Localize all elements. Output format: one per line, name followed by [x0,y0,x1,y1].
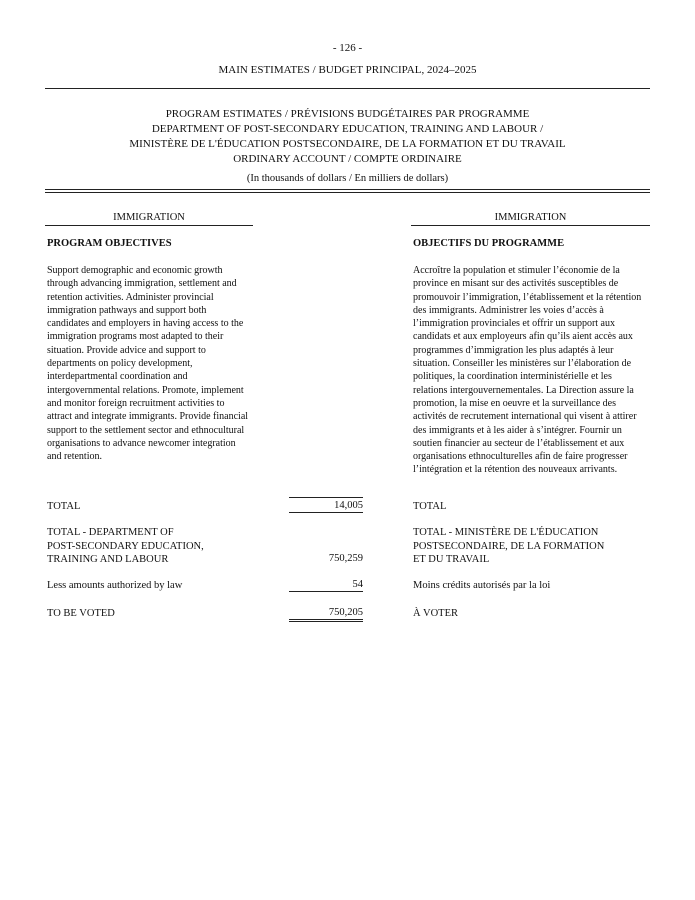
english-objectives-heading: PROGRAM OBJECTIVES [47,238,172,249]
program-total-value: 14,005 [289,497,363,513]
text-line: des immigrants. Administrer les voies d’accès à [413,304,604,316]
text-line: activités de recrutement international qui visent à attirer [413,411,637,423]
french-less-label: Moins crédits autorisés par la loi [413,580,551,591]
text-line: politiques, la coordination interministérielle et les [413,371,612,383]
header-line-3: MINISTÈRE DE L'ÉDUCATION POSTSECONDAIRE, DE LA FORMATION ET DU TRAVAIL [129,138,566,150]
text-line: Accroître la population et stimuler l’économie de la [413,265,620,276]
french-section-title: IMMIGRATION [411,212,650,226]
label-line: POSTSECONDAIRE, DE LA FORMATION [413,540,605,552]
text-line: and monitor foreign recruitment activities to [47,397,225,409]
text-line: l’immigration provinciales et offrir un support aux [413,318,615,330]
text-line: situation. Provide advice and support to [47,344,206,356]
to-be-voted-value: 750,205 [289,607,363,622]
units-note: (In thousands of dollars / En milliers de dollars) [246,173,449,184]
text-line: immigration pathways and support both [47,304,207,316]
french-voted-label: À VOTER [413,608,459,619]
text-line: immigration programs most adapted to their [47,331,224,343]
text-line: candidats et aux employeurs afin qu’ils aient accès aux [413,331,633,343]
less-authorized-value: 54 [289,579,363,592]
text-line: candidates and employers in having access to the [47,318,244,330]
text-line: interdepartmental coordination and [47,371,188,383]
text-line: programmes d’immigration les plus adaptés à leur [413,344,614,356]
label-line: TOTAL - MINISTÈRE DE L'ÉDUCATION [413,527,599,538]
header-rule [45,88,650,89]
english-total-label: TOTAL [47,501,81,512]
document-title: MAIN ESTIMATES / BUDGET PRINCIPAL, 2024–2025 [218,64,477,76]
text-line: support to the settlement sector and ethnocultural [47,424,245,436]
text-line: des immigrants et à les aider à s’intégrer. Fournir un [413,424,622,436]
label-line: TRAINING AND LABOUR [47,554,169,565]
header-line-1: PROGRAM ESTIMATES / PRÉVISIONS BUDGÉTAIRES PAR PROGRAMME [165,108,530,120]
text-line: promotion, la mise en oeuvre et la surveillance des [413,397,616,409]
department-total-value: 750,259 [328,553,363,564]
text-line: through advancing immigration, settlement and [47,278,237,290]
text-line: l’intégration et la rétention des nouveaux arrivants. [413,464,618,476]
french-total-label: TOTAL [413,501,447,512]
english-section-title: IMMIGRATION [45,212,253,226]
text-line: and retention. [47,451,102,463]
page-number: - 126 - [332,42,363,54]
text-line: promouvoir l’immigration, l’établissement et la rétention [413,291,642,303]
header-line-4: ORDINARY ACCOUNT / COMPTE ORDINAIRE [233,153,462,165]
label-line: ET DU TRAVAIL [413,554,490,565]
text-line: organisations to advance newcomer integration [47,437,236,449]
english-department-total-label [47,526,204,567]
text-line: situation. Conseiller les ministères sur l’élaboration de [413,358,632,370]
text-line: departments on policy development, [47,358,193,370]
french-department-total-label [413,526,604,567]
text-line: soutien financier au secteur de l’établissement et aux [413,437,625,449]
text-line: attract and integrate immigrants. Provide financial [47,411,249,423]
text-line: relations intergouvernementales. La Direction assure la [413,384,634,396]
label-line: TOTAL - DEPARTMENT OF [47,527,174,538]
french-objectives-heading: OBJECTIFS DU PROGRAMME [413,238,565,249]
header-double-rule [45,189,650,193]
label-line: POST-SECONDARY EDUCATION, [47,540,204,552]
english-less-label: Less amounts authorized by law [47,580,183,591]
text-line: organisations ethnoculturelles afin de faire progresser [413,451,628,463]
text-line: retention activities. Administer provincial [47,291,214,303]
french-objectives-text [413,264,653,477]
text-line: province en misant sur des activités susceptibles de [413,278,619,290]
header-line-2: DEPARTMENT OF POST-SECONDARY EDUCATION, TRAINING AND LABOUR / [151,123,544,135]
text-line: Support demographic and economic growth [47,265,223,276]
english-objectives-text [47,264,277,463]
text-line: intergovernmental relations. Promote, implement [47,384,244,396]
english-voted-label: TO BE VOTED [47,608,115,619]
